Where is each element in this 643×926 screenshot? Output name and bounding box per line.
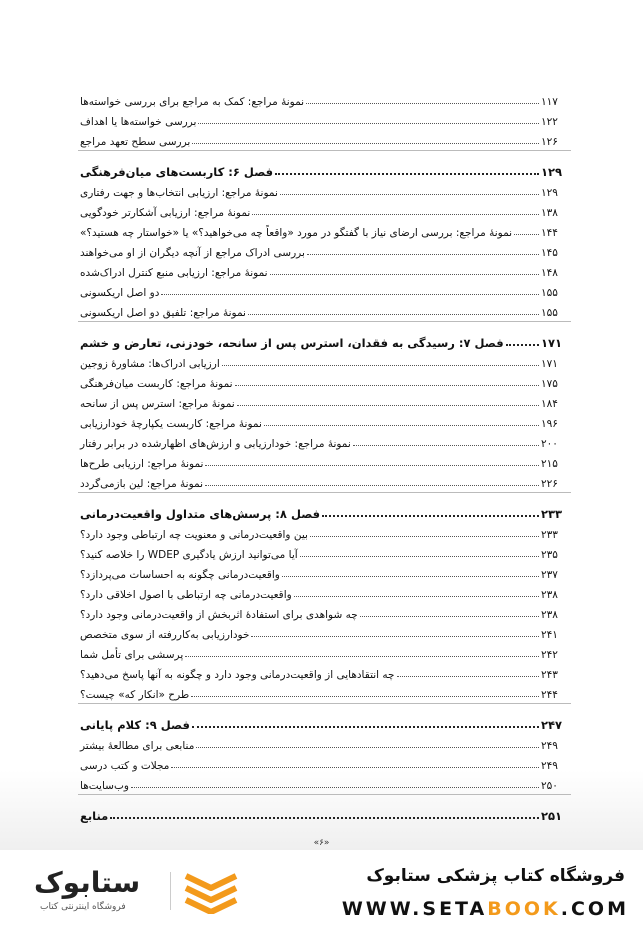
toc-entry-title: وب‌سایت‌ها [80, 780, 129, 792]
toc-entry[interactable] [78, 621, 571, 641]
toc-entry-page: ۲۴۲ [541, 649, 558, 661]
store-url-prefix: WWW. [341, 898, 423, 920]
toc-entry[interactable] [78, 179, 571, 199]
toc-entry[interactable] [78, 641, 571, 661]
toc-entry-title: آیا می‌توانید ارزش یادگیری WDEP را خلاصه کنید؟ [80, 549, 298, 561]
toc-leader-dots [222, 365, 539, 366]
toc-entry-title: نمونهٔ مراجع: استرس پس از سانحه [80, 398, 235, 410]
toc-leader-dots [237, 405, 539, 406]
toc-entry-title: نمونهٔ مراجع: ارزیابی منبع کنترل ادراک‌شده [80, 267, 268, 279]
chapter-separator [78, 150, 571, 151]
toc-entry[interactable] [78, 390, 571, 410]
toc-entry-page: ۱۷۱ [541, 358, 558, 370]
toc-entry[interactable] [78, 661, 571, 681]
toc-entry-title: نمونهٔ مراجع: خودارزیابی و ارزش‌های اظهارشده در برابر رفتار [80, 438, 351, 450]
toc-entry-title: فصل ۶: کاربست‌های میان‌فرهنگی [80, 165, 274, 179]
toc-leader-dots [171, 767, 539, 768]
toc-leader-dots [196, 747, 539, 748]
toc-entry[interactable] [78, 108, 571, 128]
toc-entry[interactable] [78, 239, 571, 259]
toc-entry-page: ۲۴۳ [541, 669, 558, 681]
toc-leader-dots [506, 344, 539, 346]
toc-entry[interactable] [78, 681, 571, 701]
toc-chapter-entry[interactable] [78, 797, 571, 823]
toc-entry[interactable] [78, 601, 571, 621]
toc-entry[interactable] [78, 299, 571, 319]
toc-chapter-entry[interactable] [78, 324, 571, 350]
toc-leader-dots [397, 676, 539, 677]
page-number: «۶» [313, 838, 330, 848]
toc-entry-page: ۱۴۴ [541, 227, 558, 239]
toc-leader-dots [248, 314, 539, 315]
toc-entry-title: نمونهٔ مراجع: ارزیابی آشکارتر خودگویی [80, 207, 251, 219]
toc-entry[interactable] [78, 128, 571, 148]
chapter-separator [78, 703, 571, 704]
toc-entry-title: خودارزیابی به‌کاررفته از سوی متخصص [80, 629, 250, 641]
toc-entry-page: ۲۴۱ [541, 629, 558, 641]
toc-leader-dots [192, 726, 539, 728]
toc-entry-page: ۱۱۷ [541, 96, 558, 108]
toc-leader-dots [205, 465, 539, 466]
logo-divider [170, 872, 171, 910]
toc-entry[interactable] [78, 541, 571, 561]
toc-entry-page: ۱۳۸ [541, 207, 558, 219]
toc-entry-title: منابع [80, 809, 109, 823]
toc-leader-dots [294, 596, 539, 597]
toc-leader-dots [192, 143, 539, 144]
chapter-separator [78, 492, 571, 493]
toc-entry-title: چه انتقادهایی از واقعیت‌درمانی وجود دارد و چگونه به آنها پاسخ می‌دهید؟ [80, 669, 395, 681]
toc-entry-page: ۲۳۷ [541, 569, 558, 581]
toc-entry[interactable] [78, 470, 571, 490]
toc-entry-title: فصل ۹: کلام پایانی [80, 718, 190, 732]
store-logo-subtitle: فروشگاه اینترنتی کتاب [40, 902, 126, 912]
toc-entry-page: ۲۵۰ [541, 780, 558, 792]
toc-entry[interactable] [78, 752, 571, 772]
toc-entry-page: ۱۵۵ [541, 287, 558, 299]
store-logo-wordmark[interactable]: ستابوک [34, 866, 141, 899]
toc-leader-dots [280, 194, 539, 195]
toc-entry-title: طرح «انکار که» چیست؟ [80, 689, 190, 701]
toc-entry-title: بین واقعیت‌درمانی و معنویت چه ارتباطی وجود دارد؟ [80, 529, 308, 541]
toc-entry-title: نمونهٔ مراجع: لین بازمی‌گردد [80, 478, 204, 490]
toc-entry-page: ۲۴۷ [541, 718, 563, 732]
toc-leader-dots [310, 536, 539, 537]
toc-entry-page: ۱۷۱ [541, 336, 563, 350]
toc-entry-page: ۱۴۵ [541, 247, 558, 259]
toc-leader-dots [514, 234, 539, 235]
toc-entry-title: بررسی خواسته‌ها یا اهداف [80, 116, 197, 128]
toc-entry-page: ۲۳۵ [541, 549, 558, 561]
toc-entry-title: مجلات و کتب درسی [80, 760, 170, 772]
toc-leader-dots [131, 787, 539, 788]
toc-leader-dots [360, 616, 539, 617]
chapter-separator [78, 321, 571, 322]
toc-entry-title: نمونهٔ مراجع: تلفیق دو اصل اریکسونی [80, 307, 246, 319]
toc-entry-page: ۱۴۸ [541, 267, 558, 279]
toc-entry-page: ۱۲۹ [541, 187, 558, 199]
toc-entry-title: دو اصل اریکسونی [80, 287, 160, 299]
toc-entry-page: ۲۳۸ [541, 589, 558, 601]
toc-entry[interactable] [78, 88, 571, 108]
toc-leader-dots [300, 556, 539, 557]
toc-entry-page: ۱۵۵ [541, 307, 558, 319]
toc-entry[interactable] [78, 430, 571, 450]
toc-entry-page: ۲۰۰ [541, 438, 558, 450]
toc-entry-title: واقعیت‌درمانی چگونه به احساسات می‌پردازد؟ [80, 569, 280, 581]
toc-entry[interactable] [78, 410, 571, 430]
toc-entry-title: چه شواهدی برای استفادهٔ اثربخش از واقعیت‌درمانی وجود دارد؟ [80, 609, 358, 621]
toc-entry-title: بررسی ادراک مراجع از آنچه دیگران از او می‌خواهند [80, 247, 305, 259]
toc-entry-title: بررسی سطح تعهد مراجع [80, 136, 191, 148]
toc-entry-page: ۲۴۹ [541, 760, 558, 772]
toc-leader-dots [110, 817, 539, 819]
toc-leader-dots [161, 294, 539, 295]
toc-leader-dots [205, 485, 539, 486]
toc-leader-dots [353, 445, 539, 446]
toc-entry-title: پرسشی برای تأمل شما [80, 649, 184, 661]
chapter-separator [78, 794, 571, 795]
table-of-contents [78, 88, 571, 823]
toc-chapter-entry[interactable] [78, 153, 571, 179]
toc-entry[interactable] [78, 259, 571, 279]
toc-leader-dots [251, 636, 539, 637]
store-url-book: BOOK [487, 898, 561, 920]
toc-entry-page: ۲۴۹ [541, 740, 558, 752]
toc-entry-title: نمونهٔ مراجع: کاربست یکپارچهٔ خودارزیابی [80, 418, 262, 430]
toc-entry-title: منابعی برای مطالعهٔ بیشتر [80, 740, 195, 752]
toc-chapter-entry[interactable] [78, 706, 571, 732]
toc-entry-page: ۲۵۱ [541, 809, 563, 823]
toc-leader-dots [185, 656, 539, 657]
toc-entry-title: ارزیابی ادراک‌ها: مشاورهٔ زوجین [80, 358, 220, 370]
toc-entry-page: ۱۸۴ [541, 398, 558, 410]
toc-leader-dots [306, 103, 539, 104]
toc-leader-dots [322, 515, 539, 517]
toc-entry-title: نمونهٔ مراجع: کمک به مراجع برای بررسی خواسته‌ها [80, 96, 305, 108]
toc-leader-dots [191, 696, 539, 697]
store-name: فروشگاه کتاب پزشکی ستابوک [366, 866, 625, 886]
toc-entry-title: فصل ۷: رسیدگی به فقدان، استرس پس از سانحه، خودزنی، تعارض و خشم [80, 336, 504, 350]
toc-entry-page: ۲۱۵ [541, 458, 558, 470]
toc-entry-page: ۱۷۵ [541, 378, 558, 390]
toc-entry-title: نمونهٔ مراجع: ارزیابی انتخاب‌ها و جهت رفتاری [80, 187, 278, 199]
book-logo-icon [180, 870, 242, 914]
toc-entry-page: ۲۳۸ [541, 609, 558, 621]
toc-leader-dots [307, 254, 539, 255]
toc-entry[interactable] [78, 199, 571, 219]
toc-entry-page: ۲۳۳ [541, 529, 558, 541]
toc-entry-title: واقعیت‌درمانی چه ارتباطی با اصول اخلاقی دارد؟ [80, 589, 292, 601]
toc-entry-page: ۲۴۴ [541, 689, 558, 701]
toc-entry-page: ۲۳۳ [541, 507, 563, 521]
toc-entry[interactable] [78, 521, 571, 541]
toc-leader-dots [275, 173, 539, 175]
toc-entry[interactable] [78, 350, 571, 370]
toc-leader-dots [264, 425, 539, 426]
toc-entry-page: ۱۹۶ [541, 418, 558, 430]
toc-leader-dots [282, 576, 539, 577]
toc-entry-page: ۱۲۶ [541, 136, 558, 148]
toc-entry[interactable] [78, 450, 571, 470]
toc-entry-title: نمونهٔ مراجع: ارزیابی طرح‌ها [80, 458, 204, 470]
toc-entry-title: فصل ۸: پرسش‌های متداول واقعیت‌درمانی [80, 507, 321, 521]
toc-entry-title: نمونهٔ مراجع: کاربست میان‌فرهنگی [80, 378, 233, 390]
store-url[interactable] [342, 898, 629, 920]
toc-entry-title: نمونهٔ مراجع: بررسی ارضای نیاز با گفتگو در مورد «واقعاً چه می‌خواهید؟» یا «خواستار چه هستید؟» [80, 227, 513, 239]
toc-leader-dots [270, 274, 539, 275]
store-url-seta: SETA [422, 898, 488, 920]
toc-entry[interactable] [78, 581, 571, 601]
toc-entry[interactable] [78, 561, 571, 581]
toc-entry[interactable] [78, 732, 571, 752]
toc-entry-page: ۱۲۲ [541, 116, 558, 128]
toc-leader-dots [235, 385, 539, 386]
toc-entry[interactable] [78, 772, 571, 792]
toc-leader-dots [252, 214, 539, 215]
toc-chapter-entry[interactable] [78, 495, 571, 521]
toc-entry[interactable] [78, 370, 571, 390]
toc-entry[interactable] [78, 279, 571, 299]
toc-entry-page: ۱۲۹ [541, 165, 563, 179]
toc-entry[interactable] [78, 219, 571, 239]
toc-leader-dots [198, 123, 539, 124]
store-url-suffix: .COM [560, 898, 629, 920]
toc-entry-page: ۲۲۶ [541, 478, 558, 490]
store-footer [0, 854, 643, 926]
